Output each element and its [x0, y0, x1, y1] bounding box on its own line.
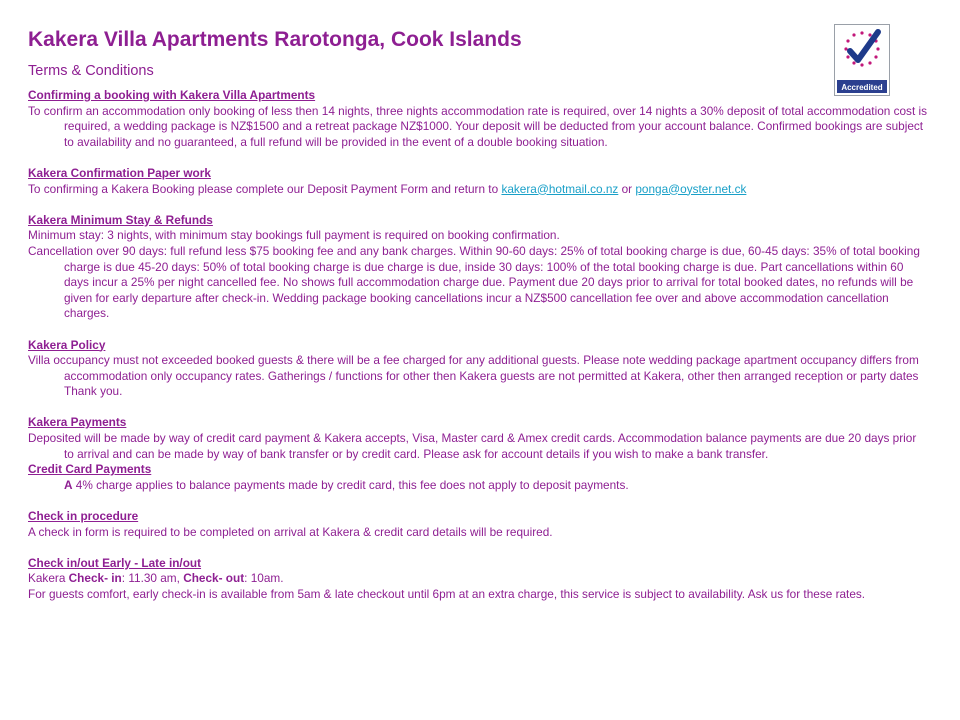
section-text-paperwork: [28, 182, 928, 198]
document-page: [28, 28, 928, 603]
section-heading-early: Check in/out Early - Late in/out: [28, 555, 202, 570]
paperwork-text: To confirming a Kakera Booking please complete our Deposit Payment Form and return to: [28, 181, 502, 196]
page-subtitle: Terms & Conditions: [28, 63, 154, 79]
section-text-minimum-2: Cancellation over 90 days: full refund less $75 booking fee and any bank charges. Within 90-60 days: 25% of total booking charge is due, 60-45 days: 35% of total booking charge is due 45-20 days: 50% of total booking charge is due charge is due, inside 30 days: 100% of the total booking charge is due. Part cancellations within 60 days incur a 25% per night cancelled fee. No shows full accommodation charge due. Payment due 20 days prior to arrival for total booked dates, no refunds will be given for early departure after check-in. Wedding package booking cancellations incur a NZ$500 cancellation fee over and above accommodation cancellation charges.: [28, 243, 920, 321]
section-text-policy: Villa occupancy must not exceeded booked guests & there will be a fee charged for any additional guests. Please note wedding package apartment occupancy differs from accommodation only occupancy rates. Gatherings / functions for other then Kakera guests are not permitted at Kakera, other then arranged reception or party dates Thank you.: [28, 353, 919, 399]
section-heading-payments: Kakera Payments: [28, 415, 127, 430]
times-label: Kakera: [28, 571, 69, 586]
checkout-time: : 10am.: [244, 571, 284, 586]
email-link-ponga[interactable]: ponga@oyster.net.ck: [635, 181, 747, 196]
section-text-creditcard: [28, 478, 928, 494]
accredited-badge: [834, 24, 890, 96]
paperwork-or: or: [618, 181, 636, 196]
section-text-times: [28, 571, 928, 587]
checkin-label: Check- in: [68, 571, 122, 586]
page-title: Kakera Villa Apartments Rarotonga, Cook Islands: [28, 28, 522, 51]
section-text-checkin: A check in form is required to be completed on arrival at Kakera & credit card details will be required.: [28, 524, 553, 539]
section-heading-booking: Confirming a booking with Kakera Villa Apartments: [28, 88, 316, 102]
section-text-booking: To confirm an accommodation only booking of less then 14 nights, three nights accommodation rate is required, over 14 nights a 30% deposit of total accommodation cost is required, a wedding package is NZ$1500 and a retreat package NZ$1000. Your deposit will be deducted from your account balance. Confirmed bookings are subject to availability and no guaranteed, a full refund will be provided in the event of a double booking situation.: [28, 103, 928, 149]
section-text-early: For guests comfort, early check-in is available from 5am & late checkout until 6pm at an extra charge, this service is subject to availability. Ask us for these rates.: [28, 587, 866, 601]
section-heading-minimum: Kakera Minimum Stay & Refunds: [28, 212, 213, 227]
badge-label: Accredited: [841, 83, 883, 92]
creditcard-text: 4% charge applies to balance payments made by credit card, this fee does not apply to deposit payments.: [72, 477, 629, 492]
section-heading-policy: Kakera Policy: [28, 337, 106, 352]
creditcard-lead: A: [64, 477, 73, 492]
checkin-time: : 11.30 am,: [121, 571, 184, 586]
accredited-logo-icon: [834, 24, 890, 96]
terms-content: [28, 88, 928, 603]
section-text-minimum-1: Minimum stay: 3 nights, with minimum stay bookings full payment is required on booking confirmation.: [28, 228, 560, 243]
section-heading-checkin: Check in procedure: [28, 509, 139, 524]
section-heading-paperwork: Kakera Confirmation Paper work: [28, 165, 211, 180]
email-link-kakera[interactable]: kakera@hotmail.co.nz: [501, 181, 619, 196]
checkout-label: Check- out: [183, 571, 245, 586]
section-text-payments: Deposited will be made by way of credit card payment & Kakera accepts, Visa, Master card & Amex credit cards. Accommodation balance payments are due 20 days prior to arrival and can be made by way of bank transfer or by credit card. Please ask for account details if you wish to make a bank transfer.: [28, 431, 917, 461]
section-heading-creditcard: Credit Card Payments: [28, 462, 152, 477]
